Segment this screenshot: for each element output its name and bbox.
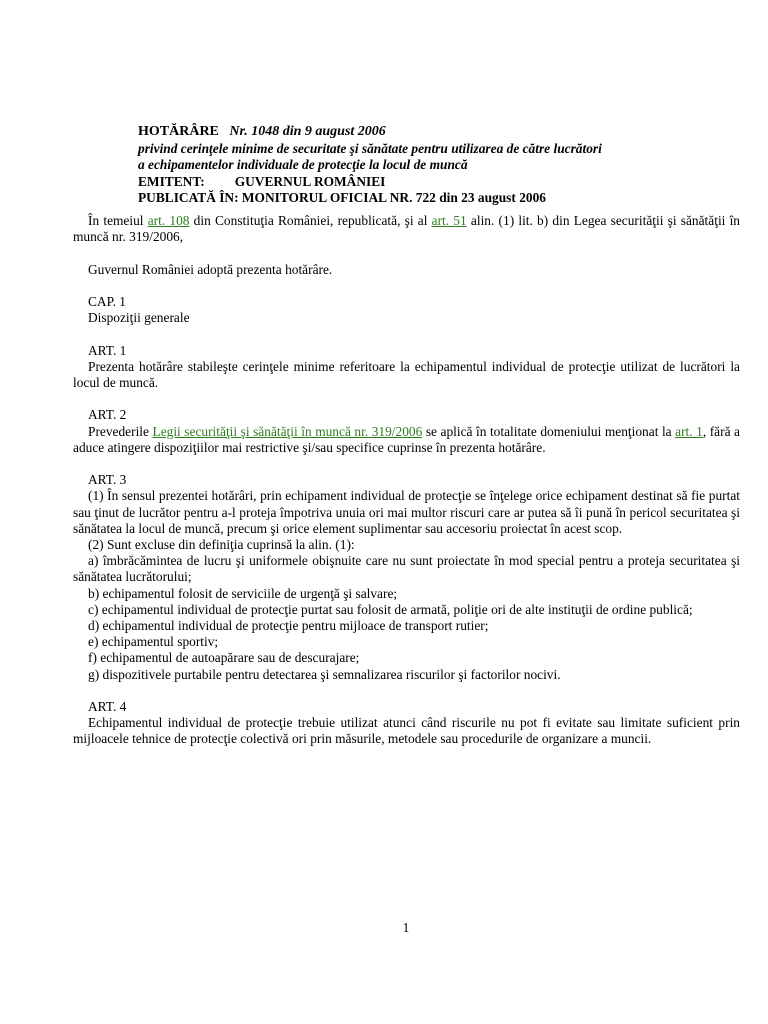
preamble-text-b: din Constituţia României, republicată, şi al xyxy=(189,213,432,228)
chapter-title: Dispoziţii generale xyxy=(88,310,190,326)
art2-text xyxy=(73,424,740,456)
art3-para-2: (2) Sunt excluse din definiţia cuprinsă la alin. (1): xyxy=(88,536,355,552)
art3-item-d: d) echipamentul individual de protecţie pentru mijloace de transport rutier; xyxy=(88,618,489,633)
art3-para-1: (1) În sensul prezentei hotărâri, prin echipament individual de protecţie se înţelege orice echipament destinat să fie purtat sau ţinut de lucrător pentru a-l proteja împotriva unuia ori mai multor riscuri care ar putea să îi pună în pericol securitatea şi sănătatea la locul de muncă, precum şi orice element suplimentar sau accesoriu proiectat în acest scop. xyxy=(73,488,740,536)
preamble-paragraph xyxy=(73,213,740,245)
link-art-108[interactable]: art. 108 xyxy=(147,213,190,228)
link-art-51[interactable]: art. 51 xyxy=(431,213,467,228)
emitent-label: EMITENT: xyxy=(138,173,205,189)
chapter-label: CAP. 1 xyxy=(88,293,126,309)
link-art-1[interactable]: art. 1 xyxy=(675,423,703,439)
link-law-319[interactable]: Legii securităţii şi sănătăţii în muncă nr. 319/2006 xyxy=(152,423,423,439)
art3-item-g: g) dispozitivele purtabile pentru detectarea şi semnalizarea riscurilor şi factorilor nocivi. xyxy=(88,666,561,682)
art1-text: Prezenta hotărâre stabileşte cerinţele minime referitoare la echipamentul individual de protecţie utilizat de lucrători la locul de muncă. xyxy=(73,358,740,390)
document-body xyxy=(73,213,740,748)
decision-title xyxy=(138,124,738,141)
art3-item-e: e) echipamentul sportiv; xyxy=(88,634,219,650)
art1-label: ART. 1 xyxy=(88,342,127,358)
art2-text-c: , fără a aduce atingere dispoziţiilor mai restrictive şi/sau specifice cuprinse în prezenta hotărâre. xyxy=(73,423,741,455)
art2-label: ART. 2 xyxy=(88,407,127,423)
adoption-paragraph: Guvernul României adoptă prezenta hotărâre. xyxy=(88,261,333,277)
preamble-text-c: alin. (1) lit. b) din Legea securităţii şi sănătăţii în muncă nr. 319/2006, xyxy=(73,213,741,245)
preamble-text-a: În temeiul xyxy=(88,213,148,228)
title-number: Nr. 1048 din 9 august 2006 xyxy=(229,124,386,139)
publication-line: PUBLICATĂ ÎN: MONITORUL OFICIAL NR. 722 din 23 august 2006 xyxy=(138,190,546,205)
art3-item-b: b) echipamentul folosit de serviciile de urgenţă şi salvare; xyxy=(88,585,398,601)
art4-label: ART. 4 xyxy=(88,699,127,714)
emitent-value: GUVERNUL ROMÂNIEI xyxy=(234,173,386,189)
emitent-line xyxy=(138,174,738,191)
art3-item-a: a) îmbrăcămintea de lucru şi uniformele obişnuite care nu sunt proiectate în mod special pentru a proteja securitatea şi sănătatea lucrătorului; xyxy=(73,553,740,585)
document-header xyxy=(138,124,738,207)
art3-item-c: c) echipamentul individual de protecţie purtat sau folosit de armată, poliţie ori de alte instituţii de ordine publică; xyxy=(88,601,693,617)
subtitle-line-1: privind cerinţele minime de securitate şi sănătate pentru utilizarea de către lucrători xyxy=(138,140,602,156)
art3-item-f: f) echipamentul de autoapărare sau de descurajare; xyxy=(88,650,360,666)
art2-text-a: Prevederile xyxy=(88,423,153,439)
art3-label: ART. 3 xyxy=(88,472,127,488)
art4-text: Echipamentul individual de protecţie trebuie utilizat atunci când riscurile nu pot fi evitate sau limitate suficient prin mijloacele tehnice de protecţie colectivă ori prin măsurile, metodele sau procedurile de organizare a muncii. xyxy=(73,715,740,747)
title-main: HOTĂRÂRE xyxy=(138,124,219,139)
page-number: 1 xyxy=(402,920,410,935)
subtitle-line-2: a echipamentelor individuale de protecţie la locul de muncă xyxy=(138,157,468,172)
art2-text-b: se aplică în totalitate domeniului menţionat la xyxy=(422,423,676,439)
